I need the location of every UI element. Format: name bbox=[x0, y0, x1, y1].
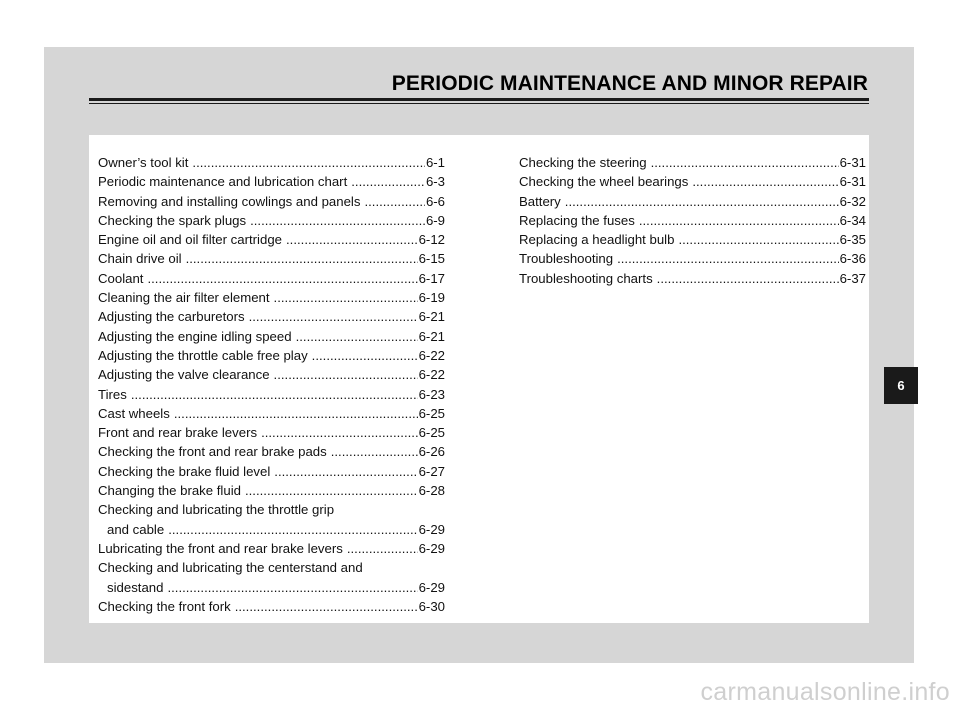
title-rule-thin bbox=[89, 103, 869, 104]
toc-item-label: Checking the steering bbox=[519, 155, 647, 170]
toc-leader bbox=[274, 462, 417, 481]
toc-item-page: 6-29 bbox=[418, 579, 445, 595]
toc-item-page: 6-34 bbox=[839, 212, 866, 228]
toc-item[interactable] bbox=[98, 153, 445, 172]
toc-item-label: Adjusting the valve clearance bbox=[98, 367, 270, 383]
toc-item-label: Adjusting the engine idling speed bbox=[98, 328, 292, 344]
toc-item-label: Changing the brake fluid bbox=[98, 483, 241, 499]
toc-item-label: Replacing the fuses bbox=[519, 212, 635, 228]
toc-item-label: Removing and installing cowlings and panels bbox=[98, 193, 361, 209]
toc-item-label: Checking the front and rear brake pads bbox=[98, 444, 327, 460]
toc-item-page: 6-36 bbox=[839, 251, 866, 267]
toc-item-page: 6-37 bbox=[839, 270, 866, 286]
toc-column-right bbox=[519, 153, 866, 288]
toc-item[interactable] bbox=[98, 269, 445, 288]
toc-item-label: Periodic maintenance and lubrication chart bbox=[98, 174, 348, 190]
toc-item-label: Tires bbox=[98, 386, 127, 402]
toc-leader bbox=[565, 192, 839, 211]
toc-item-label: and cable bbox=[107, 521, 165, 537]
toc-item-page: 6-21 bbox=[418, 328, 445, 344]
toc-item[interactable] bbox=[98, 307, 445, 326]
toc-item-label: Coolant bbox=[98, 270, 144, 286]
toc-item[interactable] bbox=[519, 153, 866, 172]
toc-leader bbox=[286, 230, 418, 249]
toc-item-label: Adjusting the carburetors bbox=[98, 309, 245, 325]
toc-item-label: Checking the wheel bearings bbox=[519, 174, 689, 190]
toc-item-page: 6-15 bbox=[418, 251, 445, 267]
toc-item-page: 6-28 bbox=[418, 483, 445, 499]
toc-item-page: 6-29 bbox=[418, 521, 445, 537]
toc-leader bbox=[235, 597, 418, 616]
toc-item-first-line[interactable]: Checking and lubricating the centerstand and bbox=[98, 560, 363, 576]
toc-item-label: Cast wheels bbox=[98, 405, 170, 421]
toc-item-page: 6-29 bbox=[418, 540, 445, 556]
toc-item[interactable] bbox=[519, 211, 866, 230]
toc-item[interactable] bbox=[98, 346, 445, 365]
toc-leader bbox=[331, 442, 418, 461]
toc-item[interactable] bbox=[98, 230, 445, 249]
toc-item[interactable] bbox=[98, 539, 445, 558]
toc-leader bbox=[347, 539, 418, 558]
toc-leader bbox=[261, 423, 418, 442]
toc-item-label: Troubleshooting charts bbox=[519, 270, 653, 286]
toc-item[interactable] bbox=[98, 520, 445, 539]
toc-item-page: 6-25 bbox=[418, 405, 445, 421]
toc-item-page: 6-31 bbox=[839, 174, 866, 190]
toc-leader bbox=[657, 269, 839, 288]
toc-item[interactable] bbox=[98, 288, 445, 307]
toc-leader bbox=[274, 288, 418, 307]
toc-item[interactable] bbox=[519, 230, 866, 249]
toc-item-label: Checking the front fork bbox=[98, 598, 231, 614]
toc-item-label: Cleaning the air filter element bbox=[98, 290, 270, 306]
watermark: carmanualsonline.info bbox=[700, 678, 950, 706]
toc-item-page: 6-26 bbox=[418, 444, 445, 460]
toc-item-label: Troubleshooting bbox=[519, 251, 614, 267]
toc-item-page: 6-3 bbox=[425, 174, 445, 190]
toc-item-label: Lubricating the front and rear brake levers bbox=[98, 540, 343, 556]
toc-leader bbox=[174, 404, 418, 423]
toc-item[interactable] bbox=[98, 462, 445, 481]
toc-leader bbox=[678, 230, 838, 249]
toc-item-page: 6-25 bbox=[418, 425, 445, 441]
toc-item-page: 6-6 bbox=[425, 193, 445, 209]
toc-item[interactable] bbox=[519, 172, 866, 191]
toc-item-page: 6-12 bbox=[418, 232, 445, 248]
toc-item-label: Engine oil and oil filter cartridge bbox=[98, 232, 282, 248]
toc-item-page: 6-27 bbox=[418, 463, 445, 479]
toc-item[interactable] bbox=[98, 385, 445, 404]
toc-item-page: 6-9 bbox=[425, 212, 445, 228]
toc-item[interactable] bbox=[98, 249, 445, 268]
toc-item-page: 6-19 bbox=[418, 290, 445, 306]
toc-item[interactable] bbox=[98, 172, 445, 191]
chapter-tab[interactable]: 6 bbox=[884, 367, 918, 404]
toc-leader bbox=[312, 346, 418, 365]
toc-item[interactable] bbox=[98, 327, 445, 346]
toc-item-label: Battery bbox=[519, 193, 561, 209]
toc-item-page: 6-22 bbox=[418, 347, 445, 363]
toc-item-page: 6-1 bbox=[425, 155, 445, 170]
toc-column-left bbox=[98, 153, 445, 616]
toc-leader bbox=[245, 481, 418, 500]
toc-leader bbox=[250, 211, 425, 230]
toc-leader bbox=[617, 249, 839, 268]
toc-item-page: 6-30 bbox=[418, 598, 445, 614]
toc-item-page: 6-22 bbox=[418, 367, 445, 383]
toc-item[interactable] bbox=[98, 597, 445, 616]
toc-item-page: 6-32 bbox=[839, 193, 866, 209]
toc-item-page: 6-23 bbox=[418, 386, 445, 402]
toc-item[interactable] bbox=[98, 423, 445, 442]
toc-leader bbox=[274, 365, 418, 384]
toc-item-page: 6-31 bbox=[839, 155, 866, 170]
toc-item[interactable] bbox=[98, 404, 445, 423]
toc-leader bbox=[249, 307, 418, 326]
toc-leader bbox=[639, 211, 839, 230]
toc-leader bbox=[147, 269, 417, 288]
toc-leader bbox=[296, 327, 418, 346]
toc-leader bbox=[692, 172, 838, 191]
title-rule-thick bbox=[89, 98, 869, 101]
toc-panel bbox=[89, 135, 869, 623]
toc-item[interactable] bbox=[98, 211, 445, 230]
toc-leader bbox=[364, 192, 424, 211]
toc-item[interactable] bbox=[98, 365, 445, 384]
toc-item-label: Checking the spark plugs bbox=[98, 212, 247, 228]
toc-item[interactable] bbox=[98, 481, 445, 500]
toc-item-label: Front and rear brake levers bbox=[98, 425, 258, 441]
toc-leader bbox=[168, 520, 417, 539]
toc-leader bbox=[167, 578, 417, 597]
toc-leader bbox=[131, 385, 418, 404]
toc-leader bbox=[192, 153, 425, 172]
toc-leader bbox=[351, 172, 425, 191]
toc-item-first-line[interactable]: Checking and lubricating the throttle grip bbox=[98, 502, 335, 518]
toc-item-page: 6-35 bbox=[839, 232, 866, 248]
toc-item[interactable] bbox=[98, 442, 445, 461]
toc-item[interactable] bbox=[519, 192, 866, 211]
toc-leader bbox=[651, 153, 839, 172]
toc-item[interactable] bbox=[98, 192, 445, 211]
toc-leader bbox=[186, 249, 418, 268]
toc-item-label: sidestand bbox=[107, 579, 164, 595]
toc-item-page: 6-17 bbox=[418, 270, 445, 286]
toc-item-label: Chain drive oil bbox=[98, 251, 182, 267]
toc-item-page: 6-21 bbox=[418, 309, 445, 325]
toc-item[interactable] bbox=[519, 249, 866, 268]
toc-item[interactable] bbox=[98, 578, 445, 597]
toc-item[interactable] bbox=[519, 269, 866, 288]
toc-item-label: Checking the brake fluid level bbox=[98, 463, 271, 479]
toc-item-label: Owner’s tool kit bbox=[98, 155, 189, 170]
page-title: PERIODIC MAINTENANCE AND MINOR REPAIR bbox=[391, 72, 868, 95]
toc-item-label: Adjusting the throttle cable free play bbox=[98, 347, 308, 363]
toc-item-label: Replacing a headlight bulb bbox=[519, 232, 675, 248]
